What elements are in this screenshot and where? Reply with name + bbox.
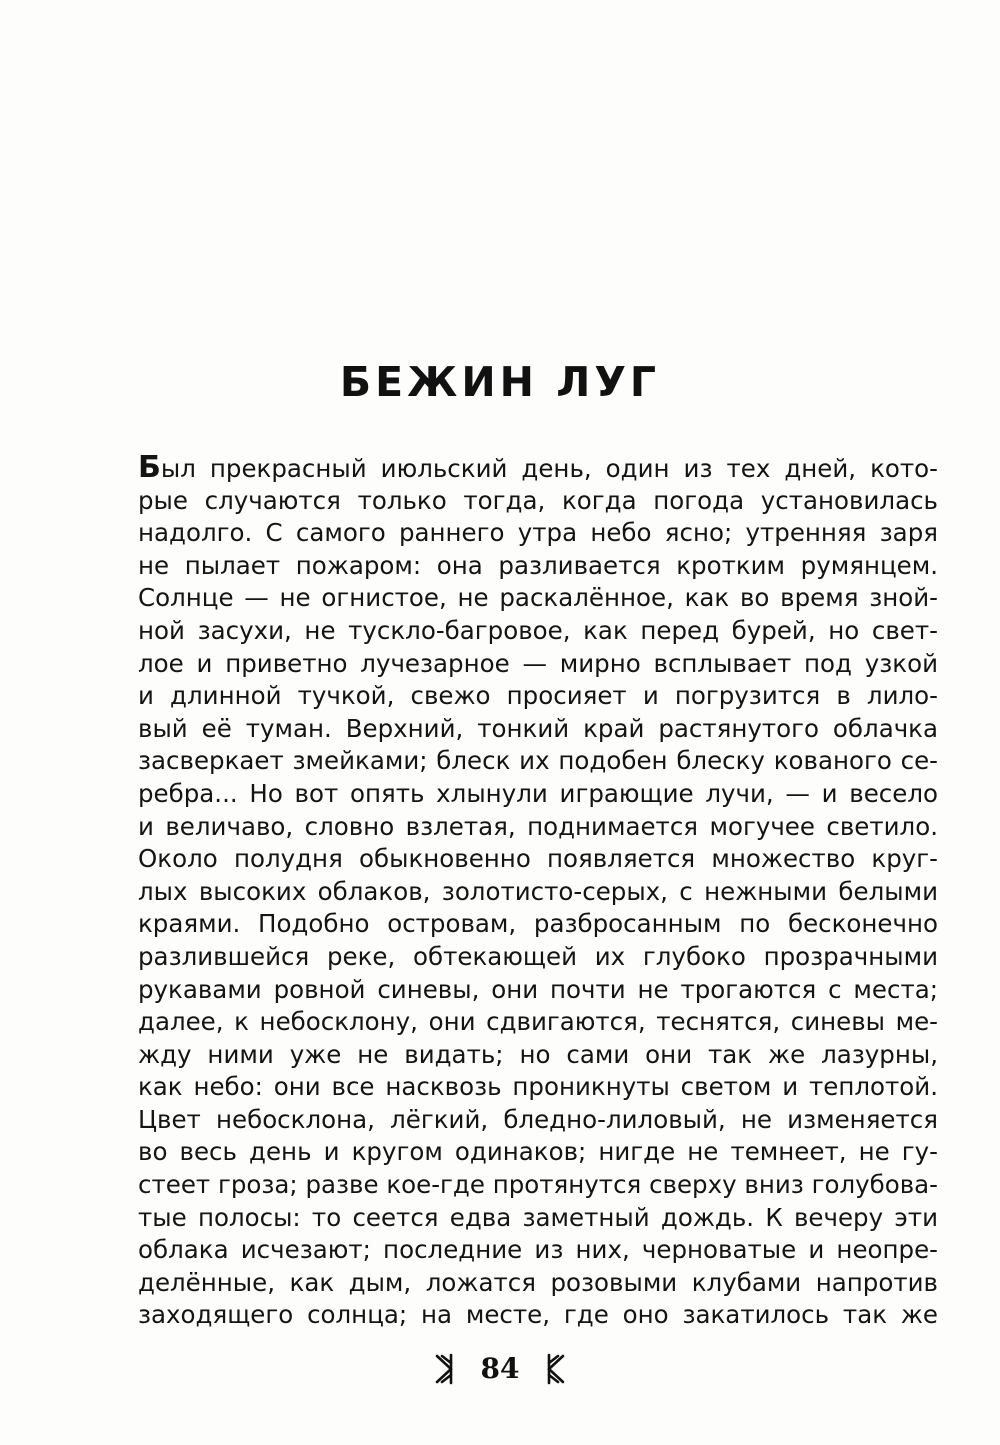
text-line: заходящего солнца; на месте, где оно закатилось так же [138,1300,938,1330]
text-line: и величаво, словно взлетая, поднимается могучее светило. [138,811,938,841]
text-line: и длинной тучкой, свежо просияет и погрузится в лило- [138,681,938,711]
text-line: Цвет небосклона, лёгкий, бледно-лиловый, не изменяется [138,1104,938,1134]
text-line: делённые, как дым, ложатся розовыми клубами напротив [138,1267,938,1297]
text-line: засверкает змейками; блеск их подобен блеску кованого се- [138,746,938,776]
text-line: ребра... Но вот опять хлынули играющие лучи, — и весело [138,778,938,808]
chapter-title: БЕЖИН ЛУГ [339,358,661,406]
text-line: во весь день и кругом одинаков; нигде не темнеет, не гу- [138,1137,938,1167]
page-footer [0,1350,1000,1386]
text-line: жду ними уже не видать; но сами они так же лазурны, [138,1039,938,1069]
text-line-content: ыл прекрасный июльский день, один из тех дней, кото- [160,454,938,483]
ornament-right-icon [539,1352,569,1386]
text-line: не пылает пожаром: она разливается кротким румянцем. [138,550,938,580]
text-line: вый её туман. Верхний, тонкий край растянутого облачка [138,713,938,743]
text-line: как небо: они все насквозь проникнуты светом и теплотой. [138,1072,938,1102]
text-line: тые полосы: то сеется едва заметный дождь. К вечеру эти [138,1202,938,1232]
drop-cap: Б [138,450,161,485]
page-number: 84 [480,1352,520,1385]
body-text [138,452,938,1332]
ornament-left-icon [431,1352,461,1386]
text-line: Солнце — не огнистое, не раскалённое, как во время зной- [138,583,938,613]
text-line: надолго. С самого раннего утра небо ясно; утренняя заря [138,518,938,548]
text-line: ной засухи, не тускло-багровое, как перед бурей, но свет- [138,615,938,645]
text-line: Около полудня обыкновенно появляется множество круг- [138,844,938,874]
text-line: лых высоких облаков, золотисто-серых, с нежными белыми [138,876,938,906]
text-line: краями. Подобно островам, разбросанным по бесконечно [138,909,938,939]
text-line: рукавами ровной синевы, они почти не трогаются с места; [138,974,938,1004]
text-line: разлившейся реке, обтекающей их глубоко прозрачными [138,941,938,971]
text-line: стеет гроза; разве кое-где протянутся сверху вниз голубова- [138,1170,938,1200]
text-line: облака исчезают; последние из них, черноватые и неопре- [138,1235,938,1265]
text-line [138,452,938,485]
text-line: лое и приветно лучезарное — мирно всплывает под узкой [138,648,938,678]
text-line: далее, к небосклону, они сдвигаются, теснятся, синевы ме- [138,1007,938,1037]
text-line: рые случаются только тогда, когда погода установилась [138,485,938,515]
